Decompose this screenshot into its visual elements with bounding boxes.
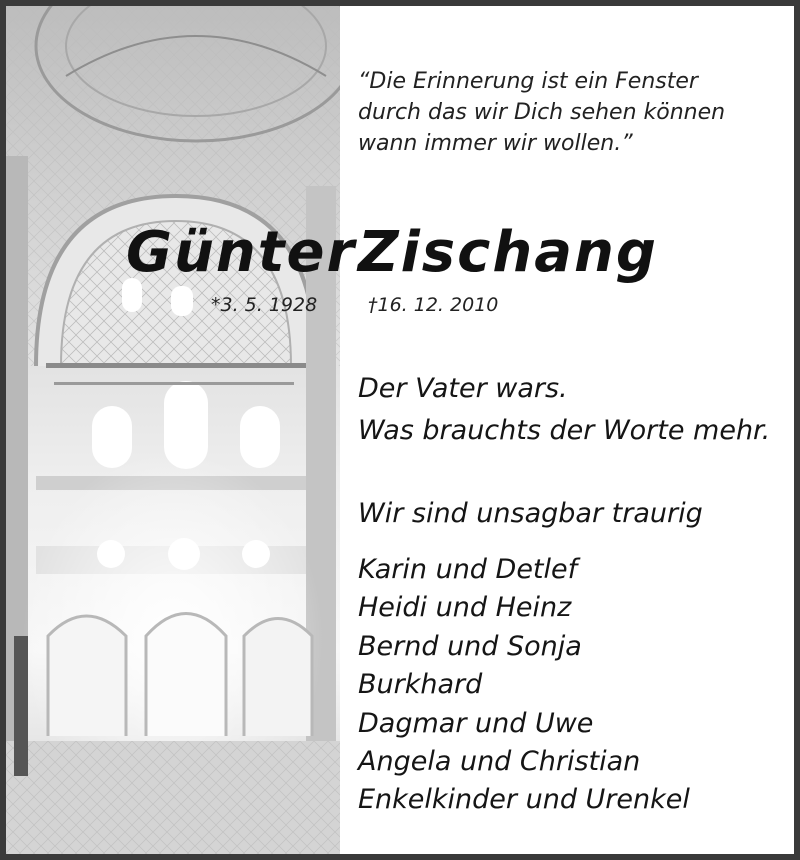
mourner-entry: Burkhard [358, 669, 483, 701]
deceased-first-name: Günter [126, 220, 357, 285]
quote-line: durch das wir Dich sehen können [358, 100, 726, 125]
death-date: †16. 12. 2010 [368, 294, 499, 316]
mourner-entry: Angela und Christian [358, 746, 641, 778]
motto [358, 368, 770, 452]
motto-line: Was brauchts der Worte mehr. [358, 415, 771, 446]
mourner-entry: Karin und Detlef [358, 554, 578, 585]
quote-line: wann immer wir wollen.” [358, 131, 633, 156]
sorrow-line: Wir sind unsagbar traurig [358, 498, 703, 529]
mourner-entry: Heidi und Heinz [358, 592, 572, 624]
mourner-entry: Bernd und Sonja [358, 630, 582, 662]
memorial-quote [358, 66, 778, 159]
mourner-entry: Dagmar und Uwe [358, 707, 594, 739]
mosque-interior-illustration [6, 6, 340, 860]
motto-line: Der Vater wars. [358, 373, 568, 404]
mosque-interior-photo [6, 6, 340, 860]
birth-date: *3. 5. 1928 [211, 294, 318, 316]
mourners-list [358, 551, 690, 820]
deceased-last-name: Zischang [358, 220, 658, 285]
mourner-entry: Enkelkinder und Urenkel [358, 784, 690, 816]
quote-line: “Die Erinnerung ist ein Fenster [358, 69, 698, 94]
